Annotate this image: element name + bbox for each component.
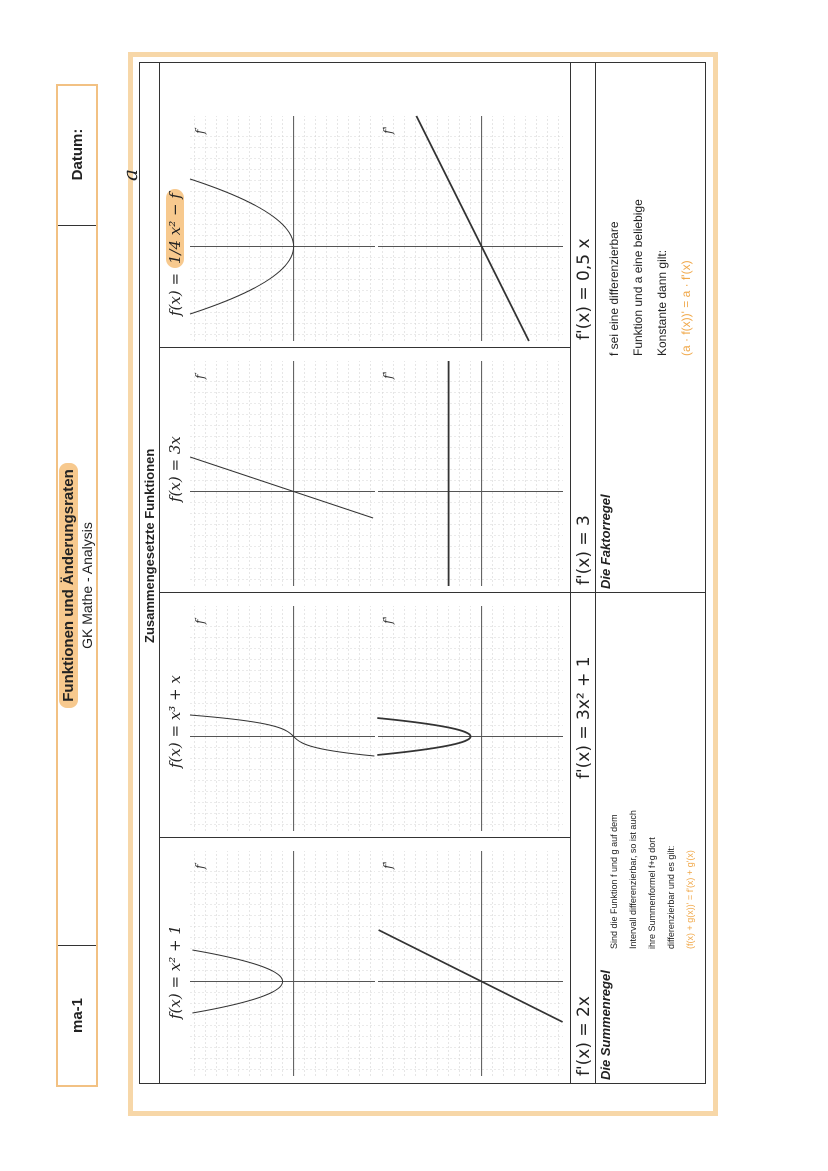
faktorregel-formula: (a · f(x))' = a · f'(x): [679, 260, 693, 356]
faktorregel-line-1: f sei eine differenzierbare: [607, 221, 621, 356]
curve-tag: f': [381, 616, 395, 624]
sheet-subtitle: GK Mathe - Analysis: [79, 522, 95, 649]
deriv-label-2: f'(x) = 3x² + 1: [574, 656, 594, 779]
func-4-prefix: f(x) =: [166, 272, 184, 316]
deriv-label-4: f'(x) = 0,5 x: [574, 238, 594, 340]
summenregel-line-1: Sind die Funktion f und g auf dem: [609, 814, 619, 949]
summenregel-text: [605, 810, 700, 949]
sheet-id: ma-1: [58, 945, 96, 1085]
annotation-a: a: [118, 169, 142, 181]
faktorregel-line-3: Konstante dann gilt:: [655, 249, 669, 356]
section-title: Zusammengesetzte Funktionen: [142, 448, 157, 643]
summenregel-formula: (f(x) + g(x))' = f'(x) + g'(x): [685, 850, 695, 949]
func-label-2: f(x) = x³ + x: [166, 675, 184, 768]
func-label-1: f(x) = x² + 1: [166, 925, 184, 1019]
faktorregel-text: [602, 199, 698, 356]
curve-tag: f': [381, 861, 395, 869]
sheet-title: Funktionen und Änderungsraten: [59, 463, 78, 708]
deriv-label-1: f'(x) = 2x: [574, 996, 594, 1076]
curve-tag: f': [381, 126, 395, 134]
curve-tag: f: [193, 129, 207, 134]
curve-tag: f': [381, 371, 395, 379]
func-4-highlight: 1/4 x² − f: [166, 189, 184, 268]
curve-tag: f: [193, 864, 207, 869]
summenregel-line-3: ihre Summenformel f+g dort: [647, 837, 657, 949]
summenregel-line-2: Intervall differenzierbar, so ist auch: [628, 810, 638, 949]
curve-05x: [416, 116, 529, 341]
curve-x3px: [190, 715, 374, 756]
summenregel-title: Die Summenregel: [598, 970, 613, 1080]
curve-tag: f: [193, 374, 207, 379]
deriv-label-3: f'(x) = 3: [574, 515, 594, 585]
summenregel-line-4: differenzierbar und es gilt:: [666, 845, 676, 949]
curve-3x: [190, 457, 373, 518]
curve-tag: f: [193, 619, 207, 624]
faktorregel-line-2: Funktion und a eine beliebige: [631, 199, 645, 356]
func-label-3: f(x) = 3x: [166, 436, 184, 502]
faktorregel-title: Die Faktorregel: [598, 494, 613, 589]
date-label: Datum:: [68, 128, 86, 181]
